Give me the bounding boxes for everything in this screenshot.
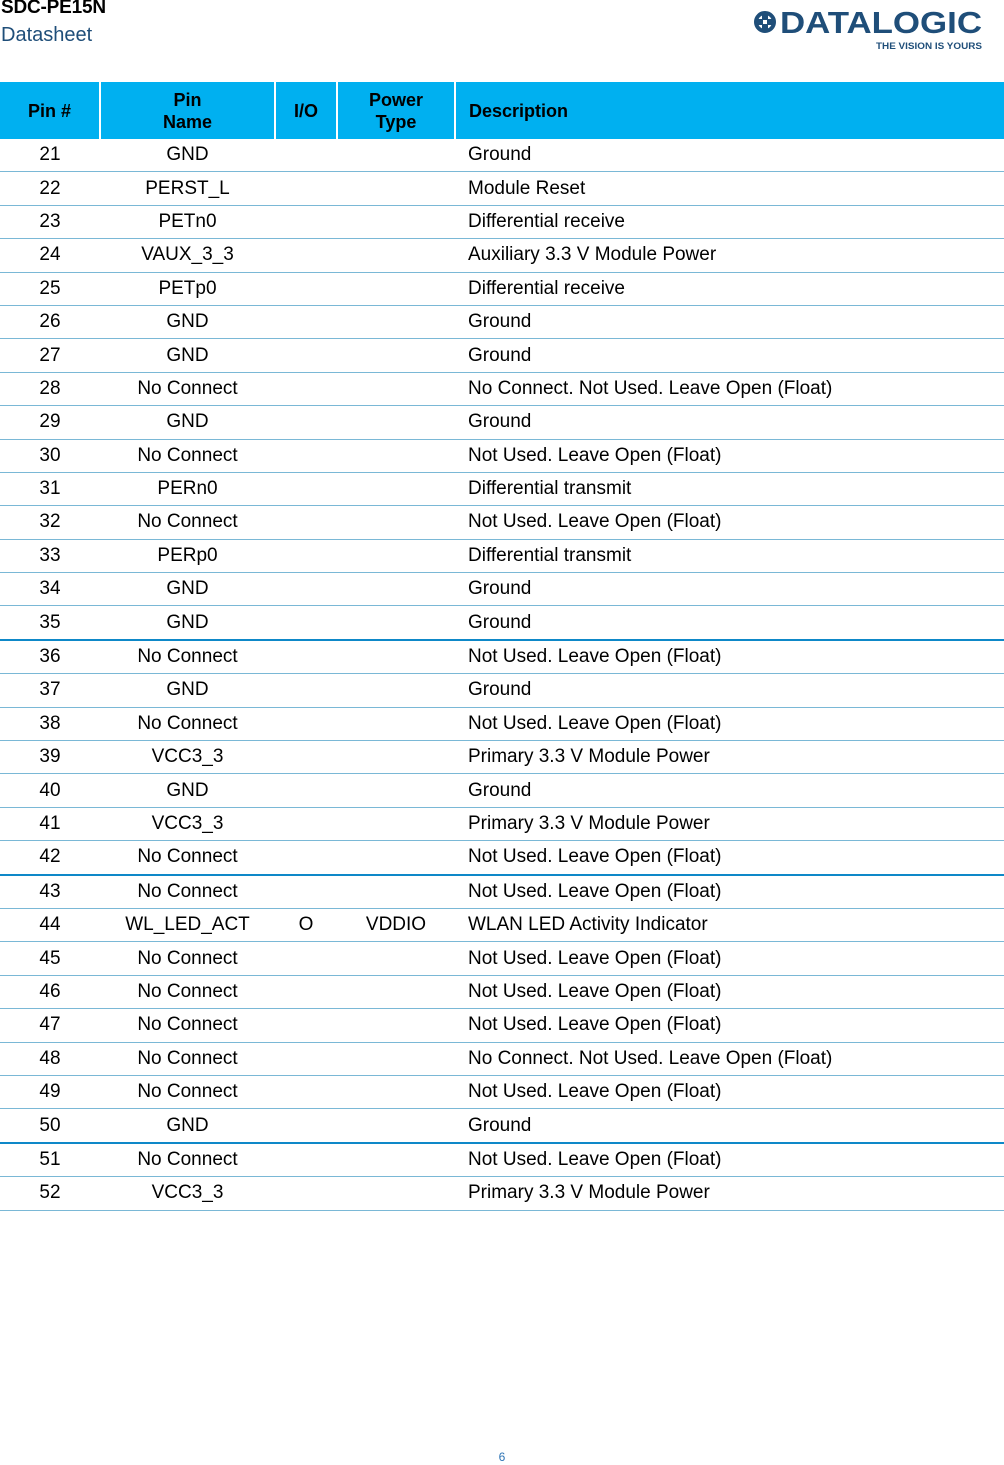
description-cell: Ground — [455, 305, 1004, 338]
io-cell — [275, 1009, 337, 1042]
pin-number-cell: 33 — [0, 539, 100, 572]
description-cell: Not Used. Leave Open (Float) — [455, 707, 1004, 740]
logo-wordmark: DATALOGIC — [780, 5, 982, 40]
pin-name-cell: No Connect — [100, 1009, 275, 1042]
pin-number-cell: 46 — [0, 975, 100, 1008]
io-cell — [275, 875, 337, 909]
header-description: Description — [455, 82, 1004, 139]
pin-name-cell: No Connect — [100, 841, 275, 875]
pin-name-cell: VCC3_3 — [100, 1177, 275, 1210]
pin-number-cell: 40 — [0, 774, 100, 807]
table-header-row — [0, 82, 1004, 139]
io-cell — [275, 807, 337, 840]
description-cell: Not Used. Leave Open (Float) — [455, 640, 1004, 674]
description-cell: Module Reset — [455, 172, 1004, 205]
header-power-line1: Power — [368, 89, 424, 110]
pin-number-cell: 49 — [0, 1075, 100, 1108]
description-cell: Not Used. Leave Open (Float) — [455, 1075, 1004, 1108]
power-type-cell — [337, 1109, 455, 1143]
pin-name-cell: No Connect — [100, 372, 275, 405]
io-cell — [275, 1143, 337, 1177]
io-cell — [275, 1042, 337, 1075]
power-type-cell — [337, 875, 455, 909]
table-row — [0, 139, 1004, 172]
pin-number-cell: 35 — [0, 606, 100, 640]
pin-number-cell: 37 — [0, 674, 100, 707]
pin-number-cell: 52 — [0, 1177, 100, 1210]
description-cell: Primary 3.3 V Module Power — [455, 741, 1004, 774]
io-cell — [275, 506, 337, 539]
pin-number-cell: 25 — [0, 272, 100, 305]
pin-name-cell: No Connect — [100, 640, 275, 674]
io-cell — [275, 606, 337, 640]
description-cell: Auxiliary 3.3 V Module Power — [455, 239, 1004, 272]
table-row — [0, 573, 1004, 606]
datalogic-logo-icon — [752, 4, 984, 52]
description-cell: Not Used. Leave Open (Float) — [455, 942, 1004, 975]
pin-number-cell: 41 — [0, 807, 100, 840]
pin-number-cell: 36 — [0, 640, 100, 674]
header-pin-name-line1: Pin — [173, 89, 202, 110]
power-type-cell — [337, 472, 455, 505]
io-cell — [275, 439, 337, 472]
table-row — [0, 439, 1004, 472]
pin-number-cell: 26 — [0, 305, 100, 338]
description-cell: Differential receive — [455, 205, 1004, 238]
description-cell: Ground — [455, 674, 1004, 707]
pin-name-cell: GND — [100, 139, 275, 172]
io-cell — [275, 1177, 337, 1210]
table-row — [0, 406, 1004, 439]
description-cell: Not Used. Leave Open (Float) — [455, 439, 1004, 472]
io-cell — [275, 674, 337, 707]
pin-number-cell: 23 — [0, 205, 100, 238]
page-number: 6 — [498, 1450, 506, 1464]
power-type-cell — [337, 1042, 455, 1075]
table-row — [0, 875, 1004, 909]
description-cell: Primary 3.3 V Module Power — [455, 807, 1004, 840]
pin-number-cell: 27 — [0, 339, 100, 372]
table-row — [0, 1009, 1004, 1042]
power-type-cell — [337, 807, 455, 840]
pin-number-cell: 44 — [0, 908, 100, 941]
pin-number-cell: 51 — [0, 1143, 100, 1177]
pin-name-cell: PERp0 — [100, 539, 275, 572]
pin-number-cell: 31 — [0, 472, 100, 505]
pin-name-cell: GND — [100, 305, 275, 338]
power-type-cell — [337, 942, 455, 975]
pin-name-cell: GND — [100, 339, 275, 372]
description-cell: Ground — [455, 1109, 1004, 1143]
pin-number-cell: 47 — [0, 1009, 100, 1042]
pin-name-cell: No Connect — [100, 439, 275, 472]
pin-name-cell: No Connect — [100, 942, 275, 975]
io-cell — [275, 272, 337, 305]
power-type-cell: VDDIO — [337, 908, 455, 941]
power-type-cell — [337, 841, 455, 875]
description-cell: Not Used. Leave Open (Float) — [455, 841, 1004, 875]
io-cell — [275, 406, 337, 439]
pin-name-cell: GND — [100, 606, 275, 640]
io-cell — [275, 1075, 337, 1108]
table-row — [0, 472, 1004, 505]
description-cell: Differential transmit — [455, 472, 1004, 505]
header-pin-name-line2: Name — [162, 111, 213, 132]
table-row — [0, 1177, 1004, 1210]
table-row — [0, 774, 1004, 807]
table-row — [0, 1143, 1004, 1177]
table-row — [0, 606, 1004, 640]
pin-number-cell: 39 — [0, 741, 100, 774]
pin-number-cell: 24 — [0, 239, 100, 272]
table-row — [0, 807, 1004, 840]
power-type-cell — [337, 674, 455, 707]
io-cell: O — [275, 908, 337, 941]
io-cell — [275, 372, 337, 405]
pin-name-cell: VCC3_3 — [100, 741, 275, 774]
table-body — [0, 139, 1004, 1210]
header-pin-name — [100, 82, 275, 139]
pin-name-cell: WL_LED_ACT — [100, 908, 275, 941]
pin-number-cell: 43 — [0, 875, 100, 909]
power-type-cell — [337, 539, 455, 572]
pin-name-cell: VAUX_3_3 — [100, 239, 275, 272]
document-title: SDC-PE15N — [1, 0, 106, 18]
table-row — [0, 506, 1004, 539]
description-cell: No Connect. Not Used. Leave Open (Float) — [455, 372, 1004, 405]
io-cell — [275, 774, 337, 807]
pin-name-cell: No Connect — [100, 875, 275, 909]
pin-name-cell: No Connect — [100, 1143, 275, 1177]
pin-name-cell: No Connect — [100, 707, 275, 740]
io-cell — [275, 539, 337, 572]
description-cell: No Connect. Not Used. Leave Open (Float) — [455, 1042, 1004, 1075]
pin-name-cell: No Connect — [100, 506, 275, 539]
description-cell: Differential receive — [455, 272, 1004, 305]
pin-name-cell: PERn0 — [100, 472, 275, 505]
power-type-cell — [337, 640, 455, 674]
power-type-cell — [337, 506, 455, 539]
description-cell: Ground — [455, 339, 1004, 372]
pin-number-cell: 30 — [0, 439, 100, 472]
io-cell — [275, 573, 337, 606]
document-subtitle: Datasheet — [1, 24, 93, 46]
description-cell: Ground — [455, 573, 1004, 606]
table-row — [0, 942, 1004, 975]
pin-number-cell: 50 — [0, 1109, 100, 1143]
description-cell: Ground — [455, 774, 1004, 807]
description-cell: Primary 3.3 V Module Power — [455, 1177, 1004, 1210]
io-cell — [275, 305, 337, 338]
power-type-cell — [337, 406, 455, 439]
table-row — [0, 707, 1004, 740]
power-type-cell — [337, 741, 455, 774]
table-row — [0, 305, 1004, 338]
power-type-cell — [337, 139, 455, 172]
io-cell — [275, 640, 337, 674]
pin-name-cell: GND — [100, 674, 275, 707]
table-row — [0, 741, 1004, 774]
table-row — [0, 640, 1004, 674]
power-type-cell — [337, 1009, 455, 1042]
power-type-cell — [337, 205, 455, 238]
pin-number-cell: 21 — [0, 139, 100, 172]
table-row — [0, 841, 1004, 875]
pin-name-cell: No Connect — [100, 1042, 275, 1075]
power-type-cell — [337, 372, 455, 405]
header-power-type — [337, 82, 455, 139]
description-cell: Not Used. Leave Open (Float) — [455, 506, 1004, 539]
io-cell — [275, 975, 337, 1008]
table-row — [0, 372, 1004, 405]
header-power-line2: Type — [375, 111, 417, 132]
power-type-cell — [337, 239, 455, 272]
table-row — [0, 975, 1004, 1008]
power-type-cell — [337, 707, 455, 740]
table-row — [0, 205, 1004, 238]
pin-number-cell: 22 — [0, 172, 100, 205]
io-cell — [275, 239, 337, 272]
table-row — [0, 172, 1004, 205]
pin-name-cell: GND — [100, 774, 275, 807]
pin-name-cell: PETp0 — [100, 272, 275, 305]
pin-name-cell: VCC3_3 — [100, 807, 275, 840]
pin-name-cell: GND — [100, 1109, 275, 1143]
description-cell: Ground — [455, 406, 1004, 439]
pin-number-cell: 28 — [0, 372, 100, 405]
table-row — [0, 908, 1004, 941]
power-type-cell — [337, 172, 455, 205]
pin-number-cell: 45 — [0, 942, 100, 975]
power-type-cell — [337, 606, 455, 640]
io-cell — [275, 472, 337, 505]
header-pin-number: Pin # — [0, 82, 100, 139]
pin-number-cell: 32 — [0, 506, 100, 539]
io-cell — [275, 205, 337, 238]
pin-table — [0, 82, 1004, 1211]
pin-name-cell: GND — [100, 406, 275, 439]
pin-number-cell: 38 — [0, 707, 100, 740]
description-cell: Not Used. Leave Open (Float) — [455, 875, 1004, 909]
pin-name-cell: GND — [100, 573, 275, 606]
power-type-cell — [337, 774, 455, 807]
table-row — [0, 239, 1004, 272]
pin-name-cell: PETn0 — [100, 205, 275, 238]
pin-number-cell: 48 — [0, 1042, 100, 1075]
header-io: I/O — [275, 82, 337, 139]
pin-name-cell: No Connect — [100, 1075, 275, 1108]
table-row — [0, 1042, 1004, 1075]
table-row — [0, 674, 1004, 707]
table-row — [0, 539, 1004, 572]
power-type-cell — [337, 1177, 455, 1210]
description-cell: WLAN LED Activity Indicator — [455, 908, 1004, 941]
power-type-cell — [337, 439, 455, 472]
io-cell — [275, 139, 337, 172]
pin-name-cell: PERST_L — [100, 172, 275, 205]
io-cell — [275, 707, 337, 740]
io-cell — [275, 841, 337, 875]
table-row — [0, 1109, 1004, 1143]
pin-number-cell: 29 — [0, 406, 100, 439]
description-cell: Not Used. Leave Open (Float) — [455, 1009, 1004, 1042]
io-cell — [275, 942, 337, 975]
power-type-cell — [337, 305, 455, 338]
power-type-cell — [337, 1143, 455, 1177]
table-row — [0, 1075, 1004, 1108]
power-type-cell — [337, 975, 455, 1008]
pin-number-cell: 34 — [0, 573, 100, 606]
description-cell: Ground — [455, 606, 1004, 640]
io-cell — [275, 1109, 337, 1143]
power-type-cell — [337, 573, 455, 606]
pin-number-cell: 42 — [0, 841, 100, 875]
io-cell — [275, 172, 337, 205]
table-row — [0, 339, 1004, 372]
power-type-cell — [337, 1075, 455, 1108]
logo-tagline: THE VISION IS YOURS — [876, 41, 982, 51]
power-type-cell — [337, 339, 455, 372]
description-cell: Not Used. Leave Open (Float) — [455, 975, 1004, 1008]
io-cell — [275, 741, 337, 774]
description-cell: Differential transmit — [455, 539, 1004, 572]
description-cell: Ground — [455, 139, 1004, 172]
description-cell: Not Used. Leave Open (Float) — [455, 1143, 1004, 1177]
power-type-cell — [337, 272, 455, 305]
table-row — [0, 272, 1004, 305]
io-cell — [275, 339, 337, 372]
pin-name-cell: No Connect — [100, 975, 275, 1008]
